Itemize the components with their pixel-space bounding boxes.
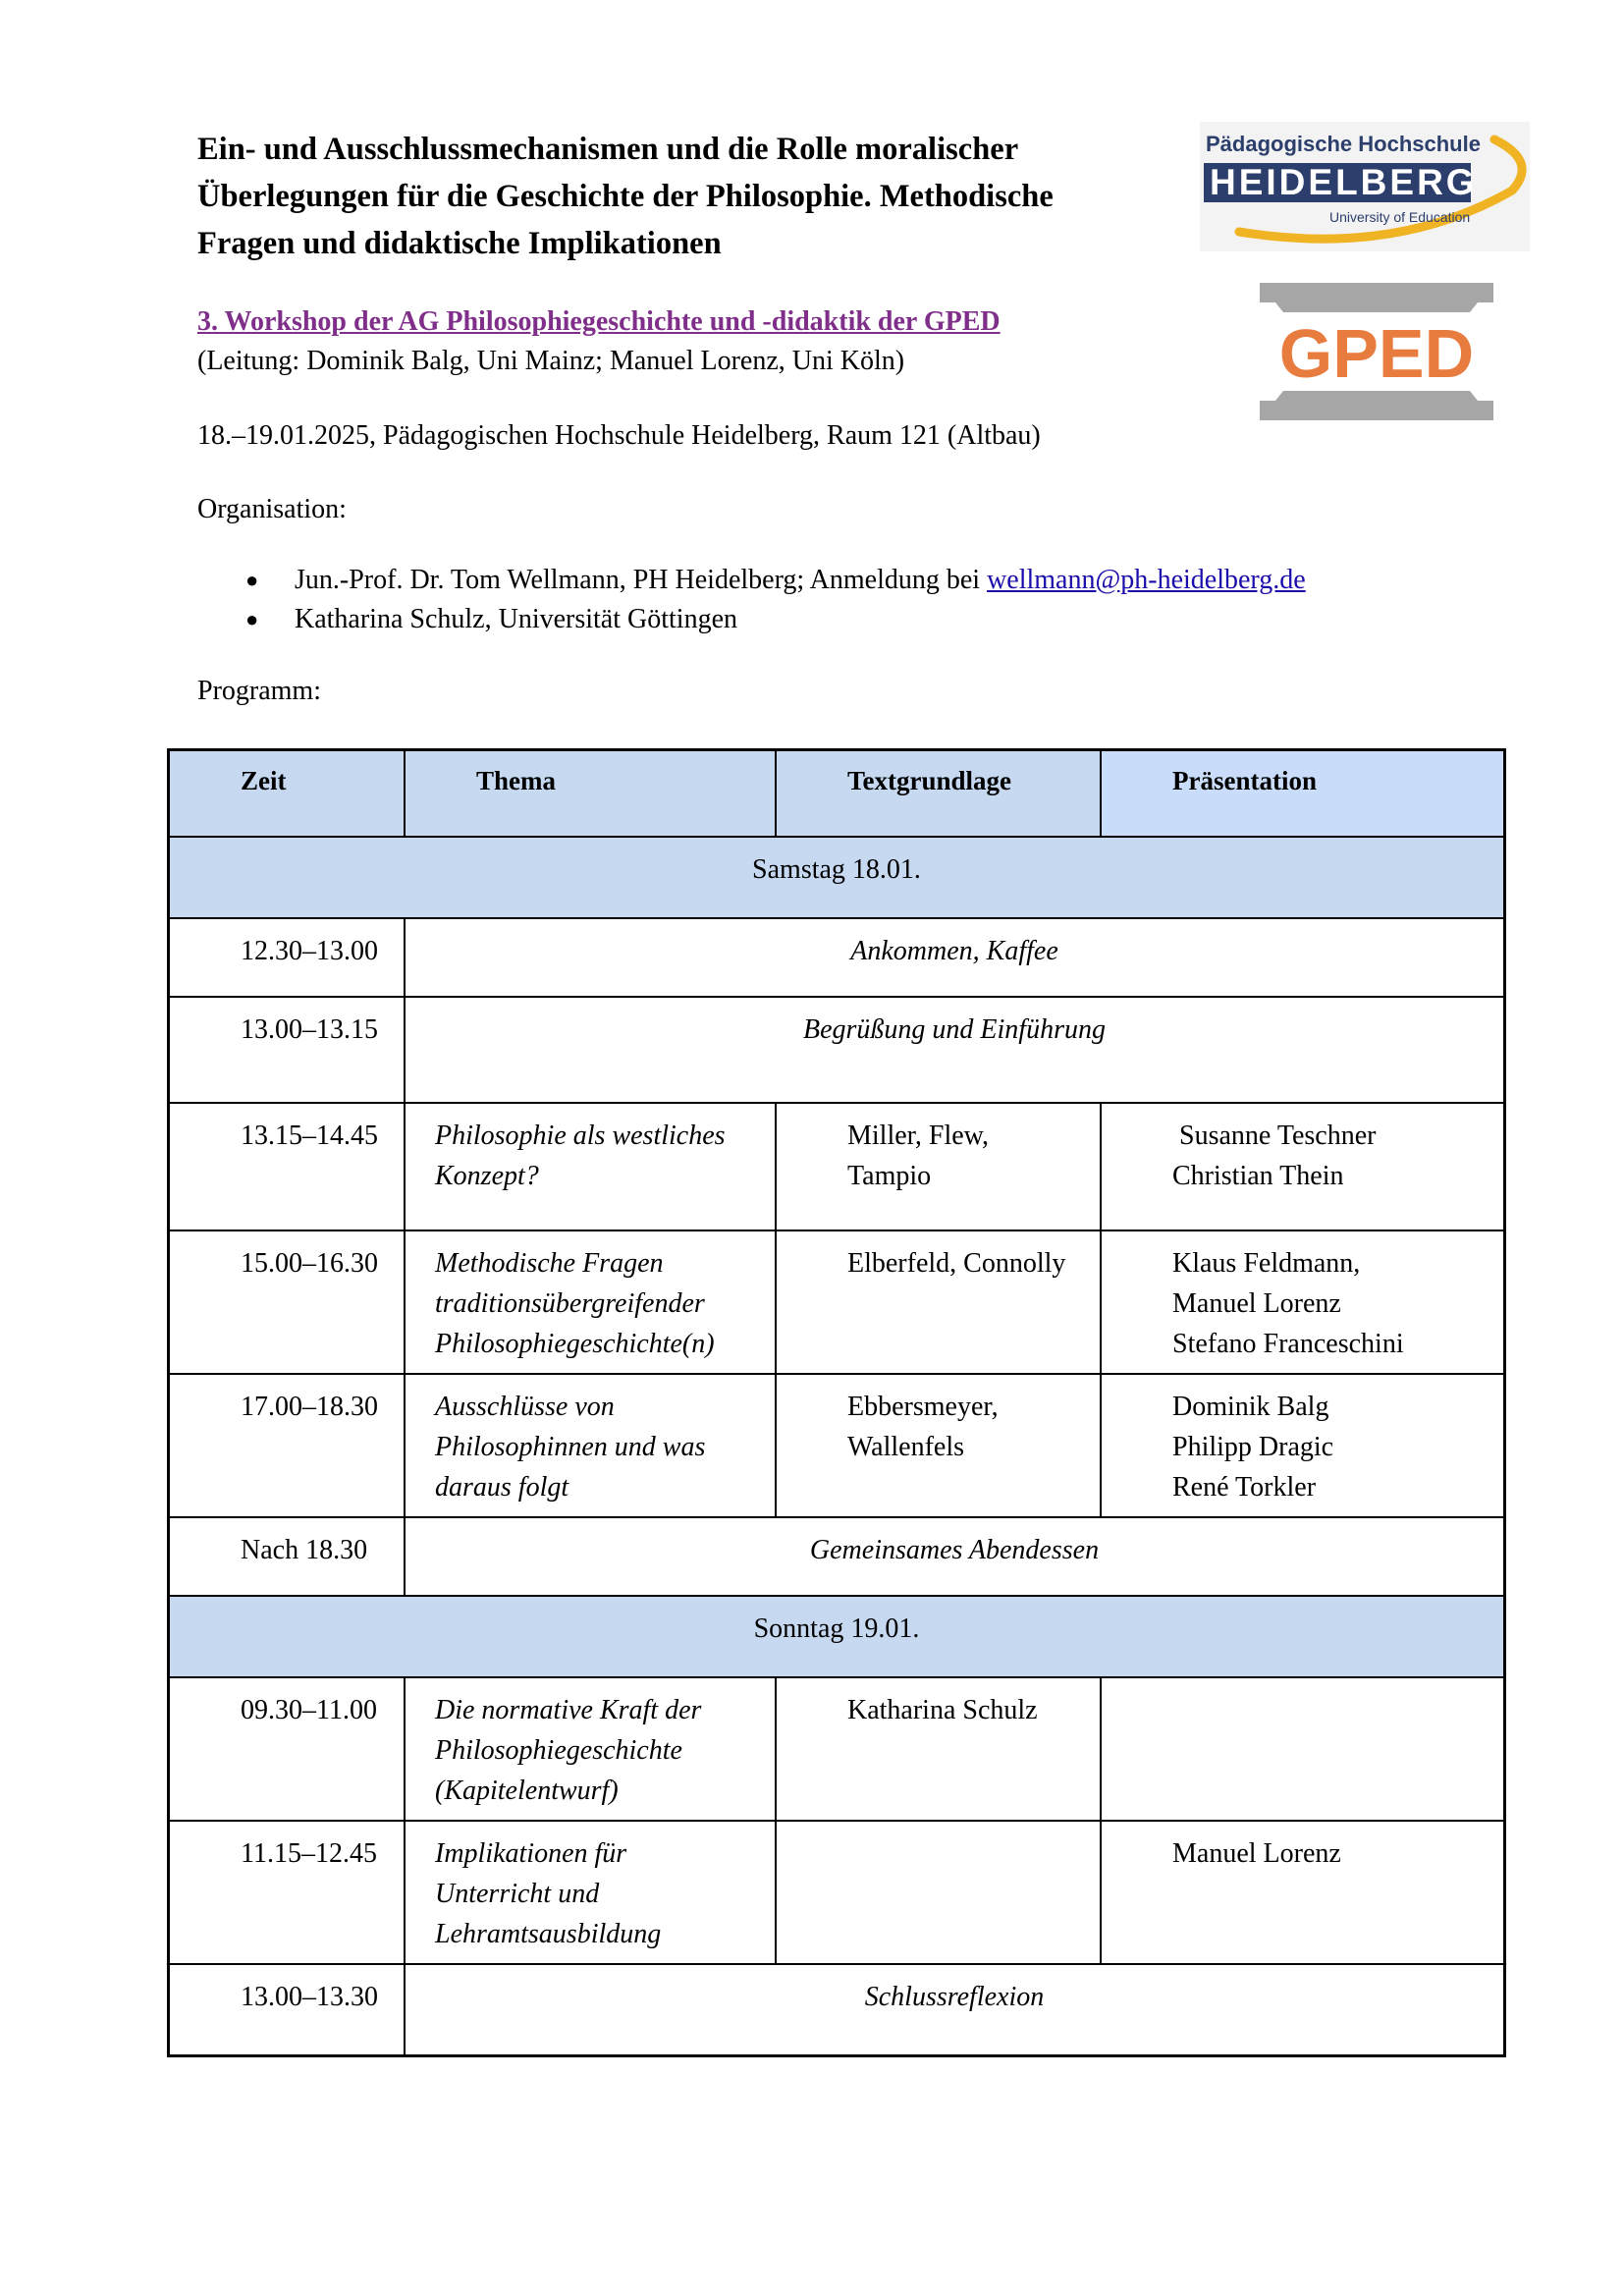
document-title xyxy=(197,126,1189,267)
gped-logo-text: GPED xyxy=(1278,315,1475,392)
workshop-title: 3. Workshop der AG Philosophiegeschichte und -didaktik der GPED xyxy=(197,306,1001,337)
time-cell: 13.00–13.30 xyxy=(170,1965,406,2054)
thema-line: Philosophiegeschichte(n) xyxy=(435,1329,715,1359)
day-row xyxy=(170,1595,1503,1676)
time-cell: Nach 18.30 xyxy=(170,1518,406,1595)
schedule-table xyxy=(167,748,1506,2057)
header-praesentation: Präsentation xyxy=(1102,751,1503,836)
event-cell: Gemeinsames Abendessen xyxy=(809,1535,1100,1565)
organisation-label: Organisation: xyxy=(197,494,347,524)
thema-line: daraus folgt xyxy=(435,1472,569,1503)
table-header-row xyxy=(170,751,1503,836)
thema-line: Lehramtsausbildung xyxy=(435,1919,662,1949)
day-row xyxy=(170,836,1503,917)
table-row xyxy=(170,1963,1503,2054)
thema-line: Konzept? xyxy=(435,1161,539,1191)
thema-cell xyxy=(406,1231,777,1373)
textgrundlage-line: Tampio xyxy=(847,1161,932,1191)
thema-line: traditionsübergreifender xyxy=(435,1288,705,1319)
praesentation-line: Christian Thein xyxy=(1172,1161,1344,1191)
thema-cell xyxy=(406,1678,777,1820)
ph-logo-line2: HEIDELBERG xyxy=(1210,162,1478,202)
textgrundlage-cell xyxy=(777,1822,1102,1963)
praesentation-cell xyxy=(1102,1678,1503,1820)
table-row xyxy=(170,996,1503,1102)
praesentation-line: Susanne Teschner xyxy=(1172,1121,1377,1151)
header-textgrundlage: Textgrundlage xyxy=(777,751,1102,836)
time-cell: 13.15–14.45 xyxy=(170,1104,406,1230)
thema-cell xyxy=(406,1822,777,1963)
praesentation-line: René Torkler xyxy=(1172,1472,1317,1503)
title-line-1: Ein- und Ausschlussmechanismen und die Rolle moralischer xyxy=(197,132,1019,167)
email-link[interactable]: wellmann@ph-heidelberg.de xyxy=(987,565,1306,595)
header-thema: Thema xyxy=(406,751,777,836)
thema-line: Philosophie als westliches xyxy=(435,1121,726,1151)
table-row xyxy=(170,1676,1503,1820)
organisation-item-text: Katharina Schulz, Universität Göttingen xyxy=(295,604,737,634)
programm-label: Programm: xyxy=(197,676,321,706)
time-cell: 13.00–13.15 xyxy=(170,998,406,1102)
thema-line: Ausschlüsse von xyxy=(435,1392,615,1422)
day-label: Sonntag 19.01. xyxy=(753,1613,920,1644)
praesentation-line: Manuel Lorenz xyxy=(1172,1288,1341,1319)
gped-logo xyxy=(1260,283,1493,420)
thema-line: Implikationen für xyxy=(435,1838,627,1869)
table-row xyxy=(170,1373,1503,1516)
table-row xyxy=(170,1820,1503,1963)
textgrundlage-cell xyxy=(777,1104,1102,1230)
table-body xyxy=(170,836,1503,2054)
textgrundlage-line: Ebbersmeyer, xyxy=(847,1392,999,1422)
praesentation-cell xyxy=(1102,1104,1503,1230)
ph-logo-line3: University of Education xyxy=(1329,209,1471,225)
table-row xyxy=(170,917,1503,996)
textgrundlage-line: Elberfeld, Connolly xyxy=(847,1248,1066,1279)
title-line-2: Überlegungen für die Geschichte der Philosophie. Methodische xyxy=(197,179,1054,214)
textgrundlage-line: Wallenfels xyxy=(847,1432,965,1462)
day-label: Samstag 18.01. xyxy=(752,854,921,885)
time-cell: 09.30–11.00 xyxy=(170,1678,406,1820)
praesentation-line: Stefano Franceschini xyxy=(1172,1329,1404,1359)
praesentation-cell xyxy=(1102,1375,1503,1516)
event-cell: Ankommen, Kaffee xyxy=(850,936,1058,966)
title-line-3: Fragen und didaktische Implikationen xyxy=(197,226,722,261)
textgrundlage-cell xyxy=(777,1678,1102,1820)
event-cell: Schlussreflexion xyxy=(864,1982,1045,2012)
thema-cell xyxy=(406,1104,777,1230)
praesentation-line: Philipp Dragic xyxy=(1172,1432,1334,1462)
thema-line: Unterricht und xyxy=(435,1879,600,1909)
thema-line: (Kapitelentwurf) xyxy=(435,1776,619,1806)
leitung-line: (Leitung: Dominik Balg, Uni Mainz; Manuel Lorenz, Uni Köln) xyxy=(197,346,905,376)
table-row xyxy=(170,1230,1503,1373)
table-row xyxy=(170,1516,1503,1595)
praesentation-line: Dominik Balg xyxy=(1172,1392,1329,1422)
praesentation-cell xyxy=(1102,1231,1503,1373)
textgrundlage-line: Miller, Flew, xyxy=(847,1121,990,1151)
time-cell: 15.00–16.30 xyxy=(170,1231,406,1373)
praesentation-line: Manuel Lorenz xyxy=(1172,1838,1341,1869)
thema-line: Philosophinnen und was xyxy=(435,1432,706,1462)
thema-line: Die normative Kraft der xyxy=(435,1695,702,1725)
organisation-item-text: Jun.-Prof. Dr. Tom Wellmann, PH Heidelberg; Anmeldung bei xyxy=(295,565,988,595)
header-zeit: Zeit xyxy=(170,751,406,836)
textgrundlage-cell xyxy=(777,1231,1102,1373)
thema-line: Philosophiegeschichte xyxy=(435,1735,682,1766)
date-location-line: 18.–19.01.2025, Pädagogischen Hochschule Heidelberg, Raum 121 (Altbau) xyxy=(197,420,1041,451)
time-cell: 11.15–12.45 xyxy=(170,1822,406,1963)
thema-cell xyxy=(406,1375,777,1516)
bullet-icon: ● xyxy=(245,568,259,592)
ph-logo-line1: Pädagogische Hochschule xyxy=(1206,132,1481,156)
event-cell: Begrüßung und Einführung xyxy=(803,1014,1106,1045)
textgrundlage-line: Katharina Schulz xyxy=(847,1695,1038,1725)
thema-line: Methodische Fragen xyxy=(435,1248,664,1279)
praesentation-cell xyxy=(1102,1822,1503,1963)
praesentation-line: Klaus Feldmann, xyxy=(1172,1248,1361,1279)
textgrundlage-cell xyxy=(777,1375,1102,1516)
ph-heidelberg-logo xyxy=(1200,122,1530,251)
time-cell: 17.00–18.30 xyxy=(170,1375,406,1516)
table-row xyxy=(170,1102,1503,1230)
time-cell: 12.30–13.00 xyxy=(170,919,406,996)
bullet-icon: ● xyxy=(245,607,259,631)
